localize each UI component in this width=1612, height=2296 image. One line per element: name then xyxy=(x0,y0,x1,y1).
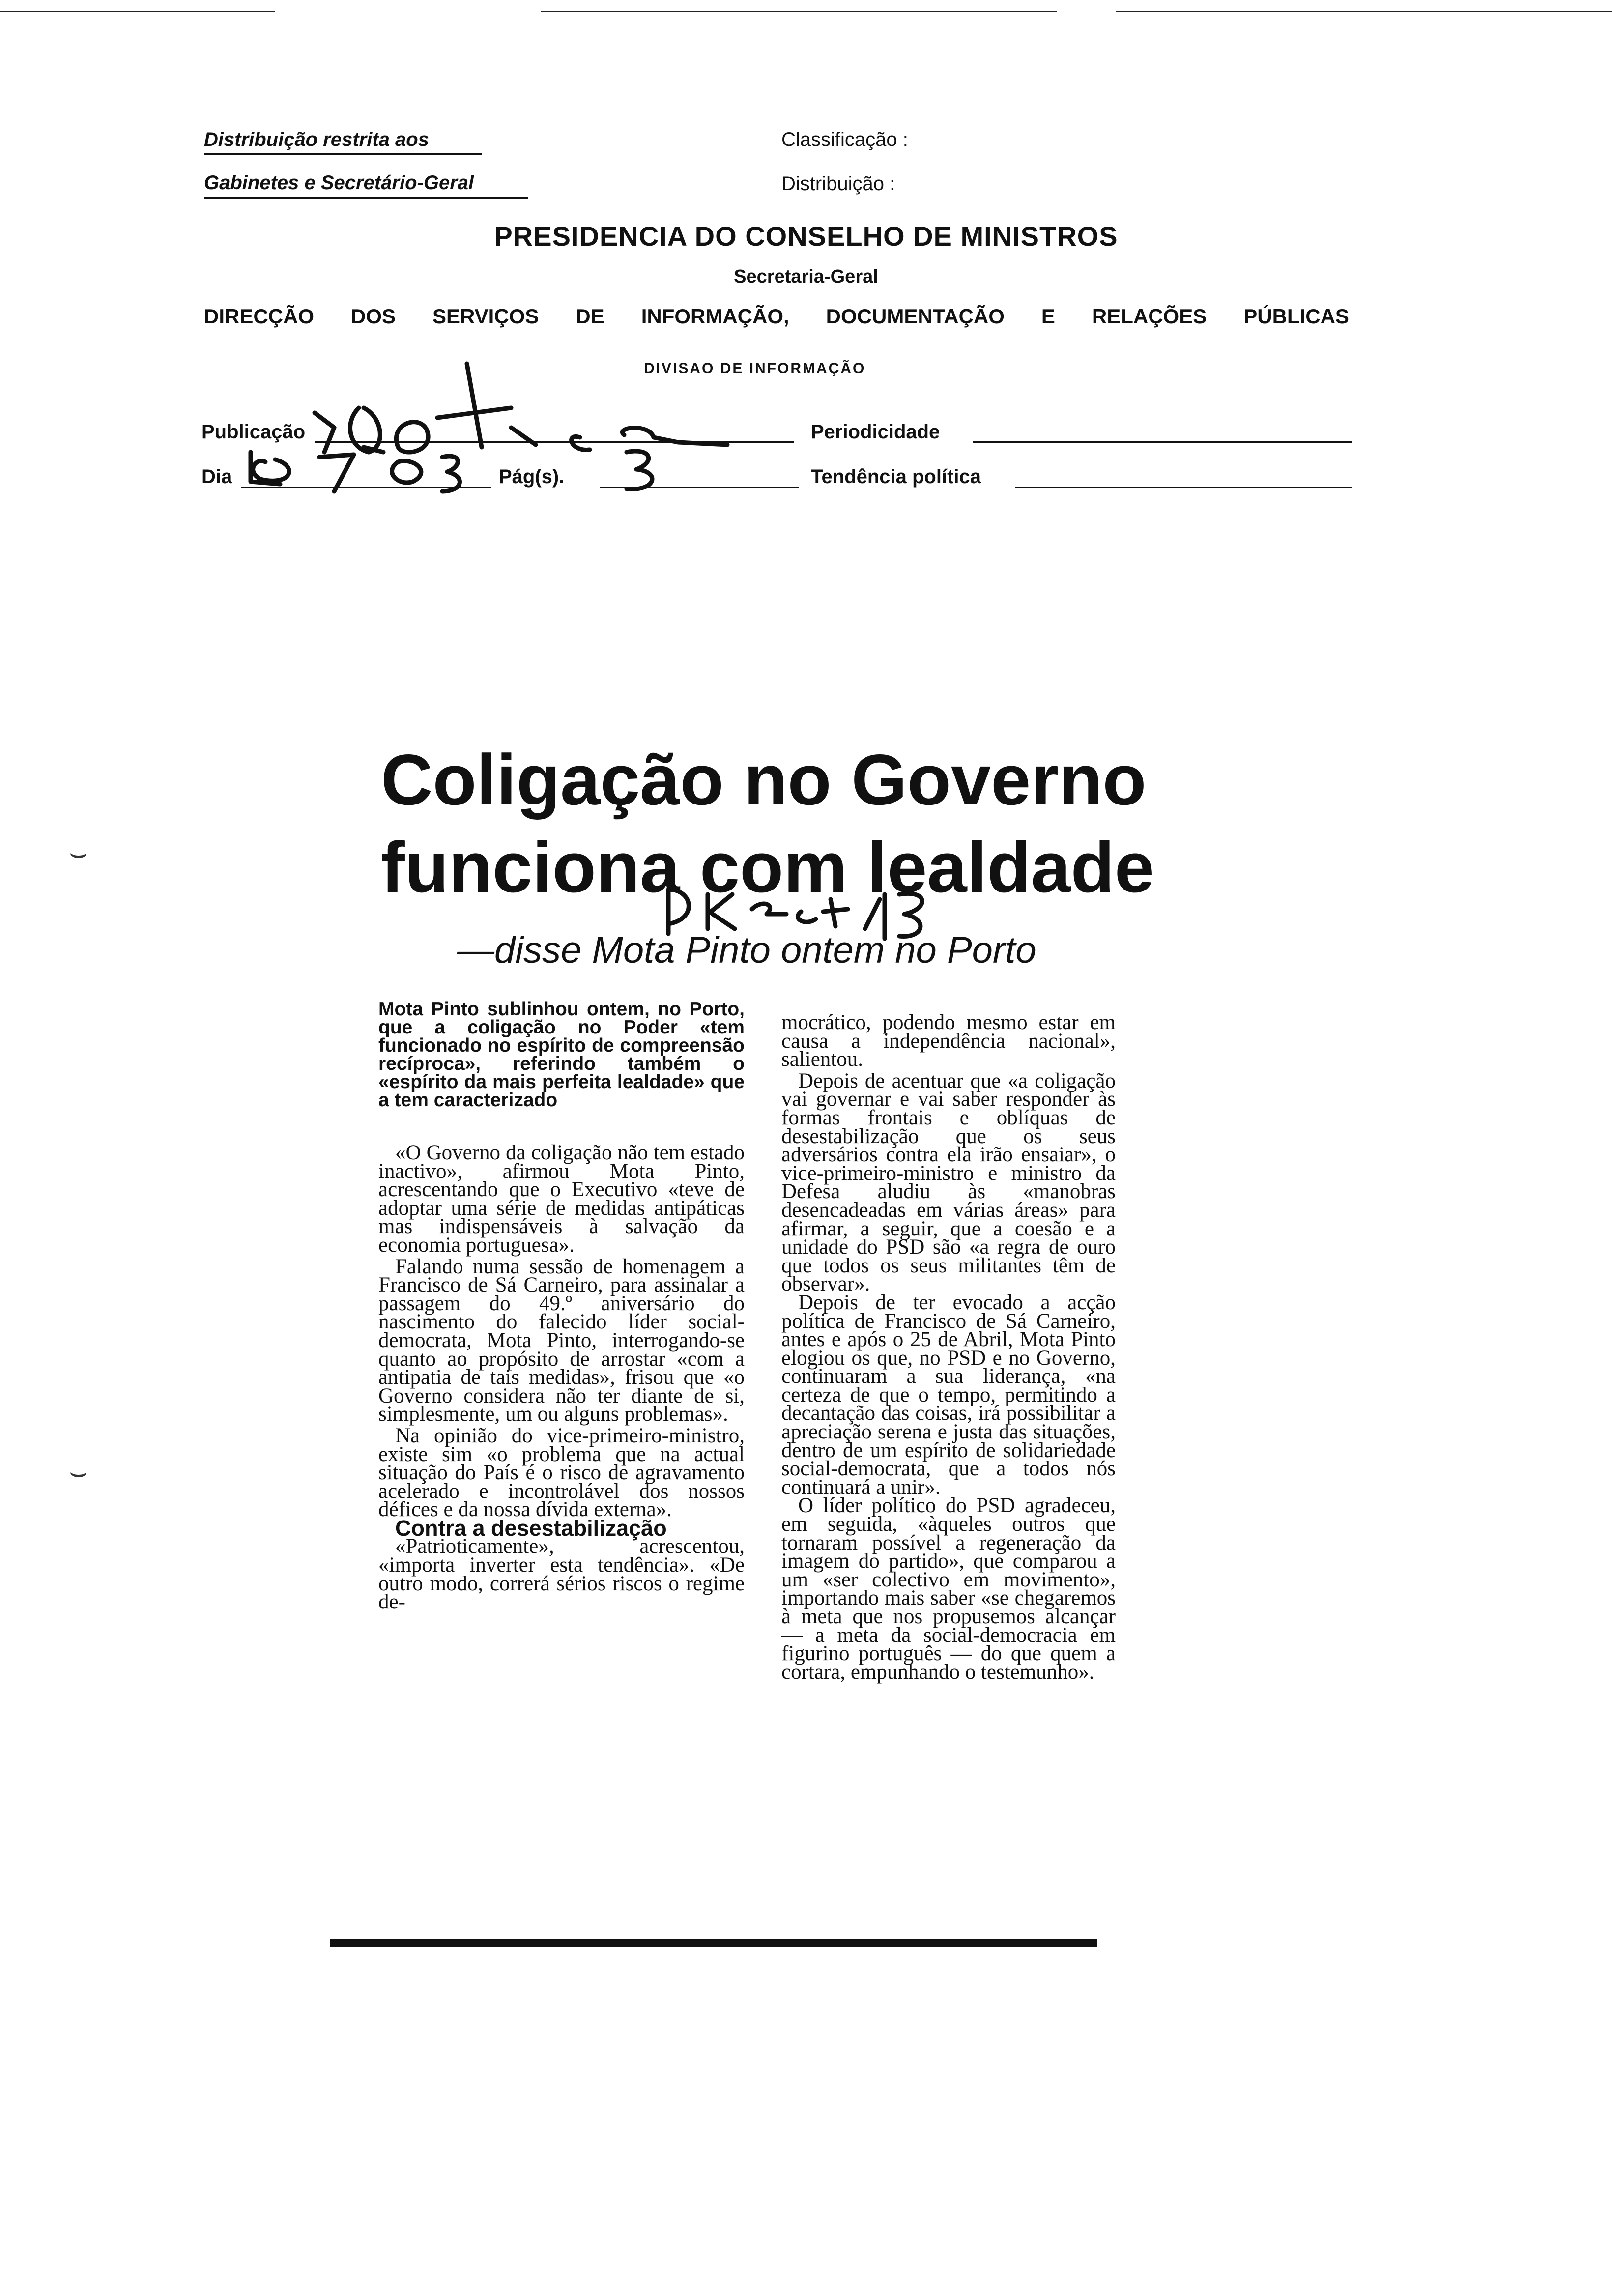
scan-edge-line xyxy=(541,11,1057,12)
article-paragraph: Depois de ter evocado a acção política de Francisco de Sá Carneiro, antes e após o 25 de Abril, Mota Pinto elogiou os que, no PSD e no Governo, continuaram a sua liderança, «na certeza de que o tempo, permitindo a decantação das coisas, irá possibilitar a apreciação serena e justa das situações, dentro de um espírito de solidariedade social-democrata, que a todos nós continuará a unir». xyxy=(781,1291,1116,1499)
article-paragraph: Falando numa sessão de homenagem a Francisco de Sá Carneiro, para assinalar a passagem do 49.º aniversário do nascimento do falecido líder social-democrata, Mota Pinto, interrogando-se quanto ao propósito de arrostar «com a antipatia de tais medidas», frisou que «o Governo considera não ter diante de si, simplesmente, um ou alguns problemas». xyxy=(378,1255,745,1426)
department-word: PÚBLICAS xyxy=(1243,305,1349,328)
department-line xyxy=(204,305,1349,328)
article-headline-line-1: Coligação no Governo xyxy=(381,740,1147,820)
scan-mark: ⌣ xyxy=(69,1455,88,1488)
scan-edge-line xyxy=(0,11,275,12)
divider xyxy=(204,197,528,199)
department-word: DOS xyxy=(351,305,396,328)
article-paragraph: «O Governo da coligação não tem estado inactivo», afirmou Mota Pinto, acrescentando que o Executivo «teve de adoptar uma série de medidas antipáticas mas indispensáveis à salvação da economia portuguesa». xyxy=(378,1141,745,1257)
handwritten-annotation xyxy=(654,880,929,953)
handwritten-date xyxy=(236,437,511,516)
article-paragraph: O líder político do PSD agradeceu, em seguida, «àqueles outros que tornaram possível a regeneração da imagem do partido», que comparou a um «ser colectivo em movimento», importando mais saber «se chegaremos à meta que nos propusemos alcançar — a meta da social-democracia em figurino português — do que quem a cortara, empunhando o testemunho». xyxy=(781,1494,1116,1684)
article-byline: —disse Mota Pinto ontem no Porto xyxy=(457,929,1036,971)
article-paragraph: Na opinião do vice-primeiro-ministro, existe sim «o problema que na actual situação do País é o risco de agravamento acelerado e incontrolável dos nossos défices e da nossa dívida externa». xyxy=(378,1424,745,1521)
article-headline-line-2: funciona com lealdade xyxy=(381,827,1154,907)
distribution-label: Distribuição : xyxy=(781,173,895,195)
distribution-line-1: Distribuição restrita aos xyxy=(204,129,429,150)
org-title: PRESIDENCIA DO CONSELHO DE MINISTROS xyxy=(494,221,1118,252)
handwritten-page-number xyxy=(617,442,676,501)
department-word: SERVIÇOS xyxy=(432,305,539,328)
article-paragraph: Depois de acentuar que «a coligação vai governar e vai saber responder às formas frontais e oblíquas de desestabilização que os seus adversários contra ela irão ensaiar», o vice-primeiro-ministro e ministro da Defesa aludiu às «manobras desencadeadas em várias áreas» para afirmar, a seguir, que a coesão e a unidade do PSD são «a regra de ouro que todos os seus militantes têm de observar». xyxy=(781,1069,1116,1296)
day-label: Dia xyxy=(202,466,232,488)
department-word: DIRECÇÃO xyxy=(204,305,315,328)
department-word: E xyxy=(1041,305,1055,328)
scan-edge-line xyxy=(1116,11,1612,12)
subtitle: Secretaria-Geral xyxy=(734,266,878,287)
periodicity-label: Periodicidade xyxy=(811,421,940,443)
division-label: DIVISAO DE INFORMAÇÃO xyxy=(644,360,866,376)
article-paragraph: «Patrioticamente», acrescentou, «importa inverter esta tendência». «De outro modo, correrá sérios riscos o regime de- xyxy=(378,1535,745,1614)
divider xyxy=(204,153,482,155)
department-word: DOCUMENTAÇÃO xyxy=(826,305,1005,328)
article-subheading: Contra a desestabilização xyxy=(395,1515,667,1541)
article-column-left xyxy=(378,999,745,1614)
tendency-label: Tendência política xyxy=(811,466,981,488)
distribution-line-2: Gabinetes e Secretário-Geral xyxy=(204,172,474,194)
pages-label: Pág(s). xyxy=(499,466,565,488)
department-word: INFORMAÇÃO, xyxy=(641,305,789,328)
article-column-right xyxy=(781,1011,1116,1684)
department-word: DE xyxy=(576,305,604,328)
article-paragraph: mocrático, podendo mesmo estar em causa a independência nacional», salientou. xyxy=(781,1011,1116,1071)
article-bottom-rule xyxy=(330,1939,1097,1947)
classification-label: Classificação : xyxy=(781,129,908,150)
department-word: RELAÇÕES xyxy=(1092,305,1207,328)
tendency-field-line xyxy=(1015,487,1352,488)
article-lead: Mota Pinto sublinhou ontem, no Porto, que a coligação no Poder «tem funcionado no espírito de compreensão recíproca», referindo também o «espírito da mais perfeita lealdade» que a tem caracterizado xyxy=(378,999,745,1111)
scan-mark: ⌣ xyxy=(69,836,88,869)
publication-label: Publicação xyxy=(202,421,306,443)
periodicity-field-line xyxy=(973,441,1352,443)
